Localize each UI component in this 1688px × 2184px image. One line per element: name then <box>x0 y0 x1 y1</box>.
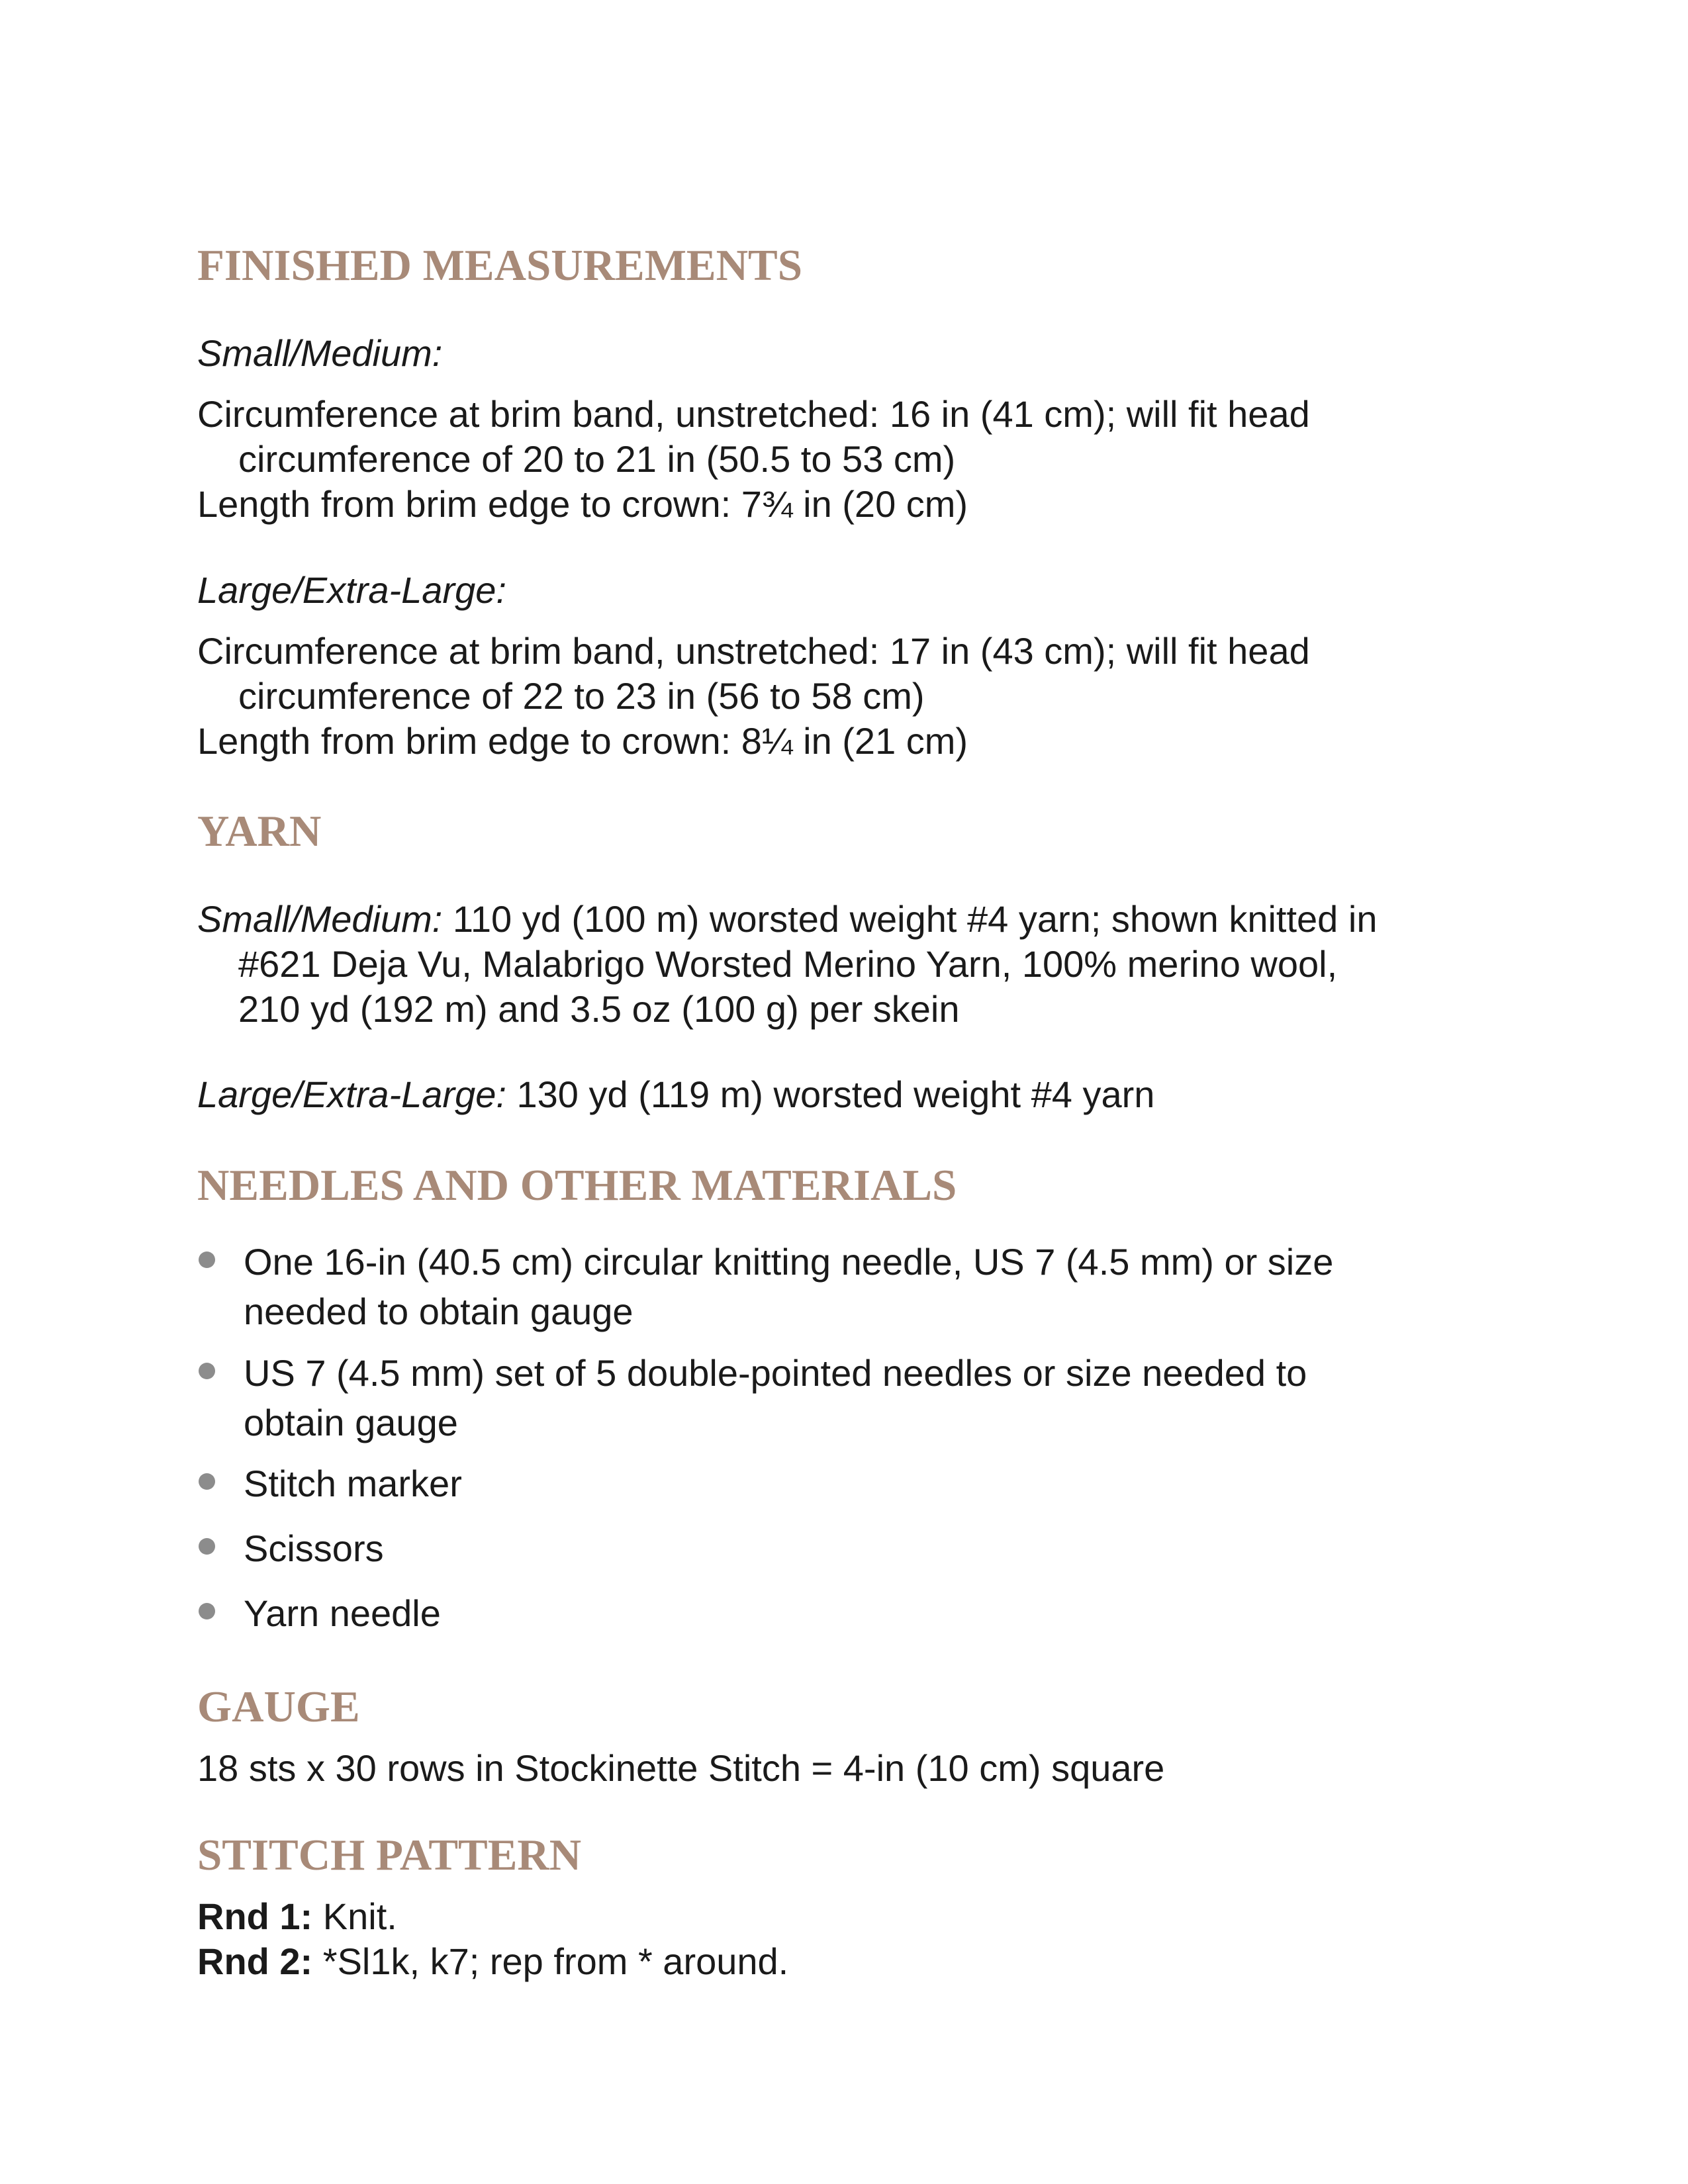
finished-small-line2: circumference of 20 to 21 in (50.5 to 53 cm) <box>238 438 956 480</box>
yarn-large-label: Large/Extra-Large: <box>197 1073 506 1115</box>
gauge-text: 18 sts x 30 rows in Stockinette Stitch = 4-in (10 cm) square <box>197 1747 1165 1789</box>
needles-item-text: Stitch marker <box>244 1463 462 1504</box>
yarn-small-line3: 210 yd (192 m) and 3.5 oz (100 g) per skein <box>238 988 960 1030</box>
yarn-small-label: Small/Medium: <box>197 898 443 940</box>
stitch-rnd1 <box>197 1894 397 1939</box>
finished-small-line1: Circumference at brim band, unstretched: 16 in (41 cm); will fit head <box>197 393 1310 435</box>
finished-measurements-heading: FINISHED MEASUREMENTS <box>197 241 802 290</box>
finished-large-block <box>197 629 1310 764</box>
stitch-rnd1-text: Knit. <box>312 1895 397 1937</box>
yarn-large-block <box>197 1072 1154 1117</box>
bullet-icon <box>199 1251 215 1268</box>
bullet-icon <box>199 1603 215 1619</box>
yarn-large-text: 130 yd (119 m) worsted weight #4 yarn <box>506 1073 1155 1115</box>
needles-item-line1: US 7 (4.5 mm) set of 5 double-pointed needles or size needed to <box>244 1352 1307 1394</box>
needles-item-text: Yarn needle <box>244 1592 441 1634</box>
needles-item-line2: needed to obtain gauge <box>244 1291 633 1332</box>
needles-item-text <box>244 1237 1333 1336</box>
yarn-small-line1: 110 yd (100 m) worsted weight #4 yarn; shown knitted in <box>442 898 1378 940</box>
finished-large-line2: circumference of 22 to 23 in (56 to 58 cm) <box>238 675 925 717</box>
needles-heading: NEEDLES AND OTHER MATERIALS <box>197 1161 957 1210</box>
needles-item-line2: obtain gauge <box>244 1402 458 1443</box>
stitch-rnd2-text: *Sl1k, k7; rep from * around. <box>312 1940 789 1982</box>
bullet-icon <box>199 1538 215 1555</box>
bullet-icon <box>199 1473 215 1490</box>
bullet-icon <box>199 1363 215 1379</box>
finished-small-line3: Length from brim edge to crown: 7¾ in (20 cm) <box>197 483 968 525</box>
needles-item-line1: One 16-in (40.5 cm) circular knitting needle, US 7 (4.5 mm) or size <box>244 1241 1334 1283</box>
finished-large-line3: Length from brim edge to crown: 8¼ in (21 cm) <box>197 720 968 762</box>
stitch-rnd2 <box>197 1939 788 1984</box>
stitch-rnd2-label: Rnd 2: <box>197 1940 313 1982</box>
stitch-rnd1-label: Rnd 1: <box>197 1895 313 1937</box>
stitch-pattern-heading: STITCH PATTERN <box>197 1831 582 1880</box>
gauge-heading: GAUGE <box>197 1682 360 1731</box>
yarn-small-block <box>197 897 1377 1032</box>
yarn-heading: YARN <box>197 807 322 856</box>
needles-item-text <box>244 1348 1307 1447</box>
finished-small-block <box>197 392 1310 527</box>
finished-small-label: Small/Medium: <box>197 332 443 374</box>
yarn-small-line2: #621 Deja Vu, Malabrigo Worsted Merino Yarn, 100% merino wool, <box>238 943 1338 985</box>
finished-large-label: Large/Extra-Large: <box>197 569 506 611</box>
finished-large-line1: Circumference at brim band, unstretched: 17 in (43 cm); will fit head <box>197 630 1310 672</box>
needles-item-text: Scissors <box>244 1527 384 1569</box>
